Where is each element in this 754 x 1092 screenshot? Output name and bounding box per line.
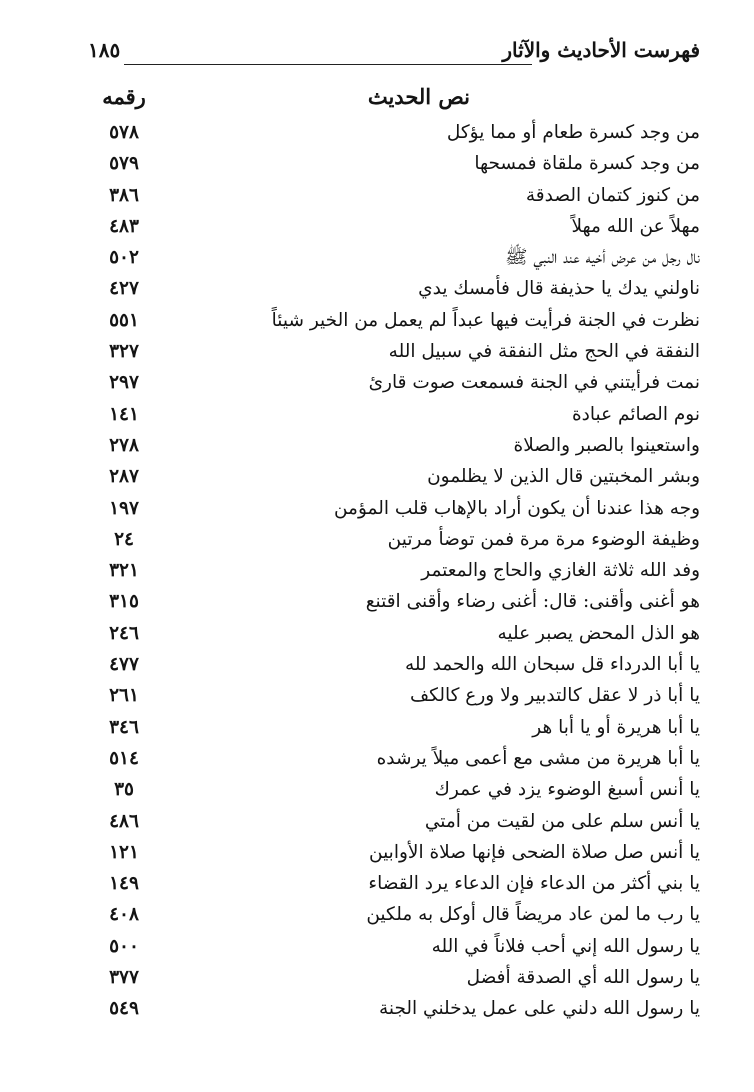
index-entry <box>100 367 700 398</box>
hadith-text: النفقة في الحج مثل النفقة في سبيل الله <box>388 341 700 363</box>
index-entry <box>100 430 700 461</box>
hadith-text: يا رسول الله إني أحب فلاناً في الله <box>431 935 700 957</box>
hadith-text: من وجد كسرة طعام أو مما يؤكل <box>446 122 700 143</box>
hadith-number: ٤٧٧ <box>109 654 139 676</box>
index-entry <box>100 305 700 336</box>
hadith-number: ٢٨٧ <box>109 466 139 488</box>
hadith-text: نمت فرأيتني في الجنة فسمعت صوت قارئ <box>368 372 700 394</box>
hadith-number: ٢٩٧ <box>109 372 139 394</box>
index-entry <box>100 899 700 930</box>
hadith-number: ٥٠٢ <box>109 247 139 269</box>
hadith-number: ١٤٩ <box>109 873 139 895</box>
hadith-number: ٥٧٨ <box>109 122 139 143</box>
hadith-text: وظيفة الوضوء مرة مرة فمن توضأ مرتين <box>387 528 700 550</box>
number-column-heading: رقمه <box>102 84 146 109</box>
index-entry <box>100 242 700 273</box>
hadith-number: ٢٦١ <box>109 685 139 707</box>
index-entry <box>100 117 700 148</box>
hadith-text: وبشر المخبتين قال الذين لا يظلمون <box>427 466 700 488</box>
index-entry <box>100 461 700 492</box>
index-entry <box>100 680 700 711</box>
index-entry <box>100 962 700 993</box>
index-entry <box>100 743 700 774</box>
hadith-text: من كنوز كتمان الصدقة <box>525 184 700 206</box>
hadith-number: ٥٠٠ <box>109 935 139 957</box>
index-entry <box>100 148 700 179</box>
hadith-text: هو الذل المحض يصبر عليه <box>497 622 700 644</box>
hadith-text: يا رسول الله دلني على عمل يدخلني الجنة <box>378 998 700 1020</box>
hadith-text: هو أغنى وأقنى: قال: أغنى رضاء وأقنى اقتنع <box>365 591 700 613</box>
hadith-text: يا أبا هريرة أو يا أبا هر <box>532 716 700 738</box>
hadith-number: ٤٠٨ <box>109 904 139 926</box>
index-entry <box>100 211 700 242</box>
hadith-text: من وجد كسرة ملقاة فمسحها <box>474 153 700 175</box>
index-entry <box>100 993 700 1024</box>
hadith-number: ٤٨٣ <box>109 215 139 237</box>
hadith-text: ناولني يدك يا حذيفة قال فأمسك يدي <box>418 278 700 300</box>
page-header <box>88 36 700 70</box>
index-list <box>100 117 700 1025</box>
hadith-number: ٣٨٦ <box>109 184 139 206</box>
hadith-text: يا رب ما لمن عاد مريضاً قال أوكل به ملكين <box>366 904 700 926</box>
hadith-number: ٣٢١ <box>109 560 139 582</box>
text-column-heading: نص الحديث <box>367 84 470 109</box>
hadith-number: ١٢١ <box>109 841 139 863</box>
hadith-number: ٢٤ <box>114 528 134 550</box>
index-entry <box>100 586 700 617</box>
hadith-text: نال رجل من عرض أخيه عند النبي ﷺ <box>505 247 700 269</box>
hadith-number: ٣٤٦ <box>109 716 139 738</box>
hadith-text: يا أبا ذر لا عقل كالتدبير ولا ورع كالكف <box>409 685 700 707</box>
index-entry <box>100 837 700 868</box>
hadith-number: ٥٧٩ <box>109 153 139 175</box>
hadith-number: ٢٤٦ <box>109 622 139 644</box>
hadith-text: يا أبا الدرداء قل سبحان الله والحمد لله <box>404 654 700 676</box>
index-entry <box>100 399 700 430</box>
index-entry <box>100 180 700 211</box>
index-entry <box>100 493 700 524</box>
hadith-text: يا رسول الله أي الصدقة أفضل <box>466 967 700 989</box>
index-entry <box>100 774 700 805</box>
index-entry <box>100 806 700 837</box>
hadith-text: نظرت في الجنة فرأيت فيها عبداً لم يعمل من الخير شيئاً <box>271 309 700 331</box>
hadith-number: ٢٧٨ <box>109 434 139 456</box>
hadith-number: ٥٤٩ <box>109 998 139 1020</box>
index-entry <box>100 336 700 367</box>
index-entry <box>100 868 700 899</box>
hadith-text: يا أنس سلم على من لقيت من أمتي <box>424 810 700 832</box>
hadith-number: ٥٥١ <box>109 309 139 331</box>
hadith-text: يا أبا هريرة من مشى مع أعمى ميلاً يرشده <box>376 747 700 769</box>
hadith-text: يا بني أكثر من الدعاء فإن الدعاء يرد القضاء <box>368 873 700 895</box>
hadith-number: ٣١٥ <box>109 591 139 613</box>
index-entry <box>100 931 700 962</box>
hadith-number: ١٤١ <box>109 403 139 425</box>
hadith-text: نوم الصائم عبادة <box>571 403 700 425</box>
column-headers <box>100 84 700 114</box>
hadith-text: يا أنس أسبغ الوضوء يزد في عمرك <box>434 779 700 801</box>
hadith-number: ٤٢٧ <box>109 278 139 300</box>
hadith-text: يا أنس صل صلاة الضحى فإنها صلاة الأوابين <box>369 841 700 863</box>
index-entry <box>100 273 700 304</box>
hadith-number: ٣٢٧ <box>109 341 139 363</box>
hadith-number: ٣٥ <box>114 779 134 801</box>
index-entry <box>100 555 700 586</box>
hadith-number: ٥١٤ <box>109 747 139 769</box>
index-entry <box>100 649 700 680</box>
hadith-text: وفد الله ثلاثة الغازي والحاج والمعتمر <box>421 560 700 582</box>
hadith-text: واستعينوا بالصبر والصلاة <box>513 434 700 456</box>
hadith-text: مهلاً عن الله مهلاً <box>571 215 700 237</box>
index-entry <box>100 712 700 743</box>
hadith-number: ٣٧٧ <box>109 967 139 989</box>
hadith-text: وجه هذا عندنا أن يكون أراد بالإهاب قلب المؤمن <box>333 497 700 519</box>
index-entry <box>100 618 700 649</box>
page-number: ١٨٥ <box>88 38 121 62</box>
hadith-number: ١٩٧ <box>109 497 139 519</box>
running-title: فهرست الأحاديث والآثار <box>502 38 700 62</box>
index-entry <box>100 524 700 555</box>
hadith-number: ٤٨٦ <box>109 810 139 832</box>
header-rule <box>124 64 532 65</box>
